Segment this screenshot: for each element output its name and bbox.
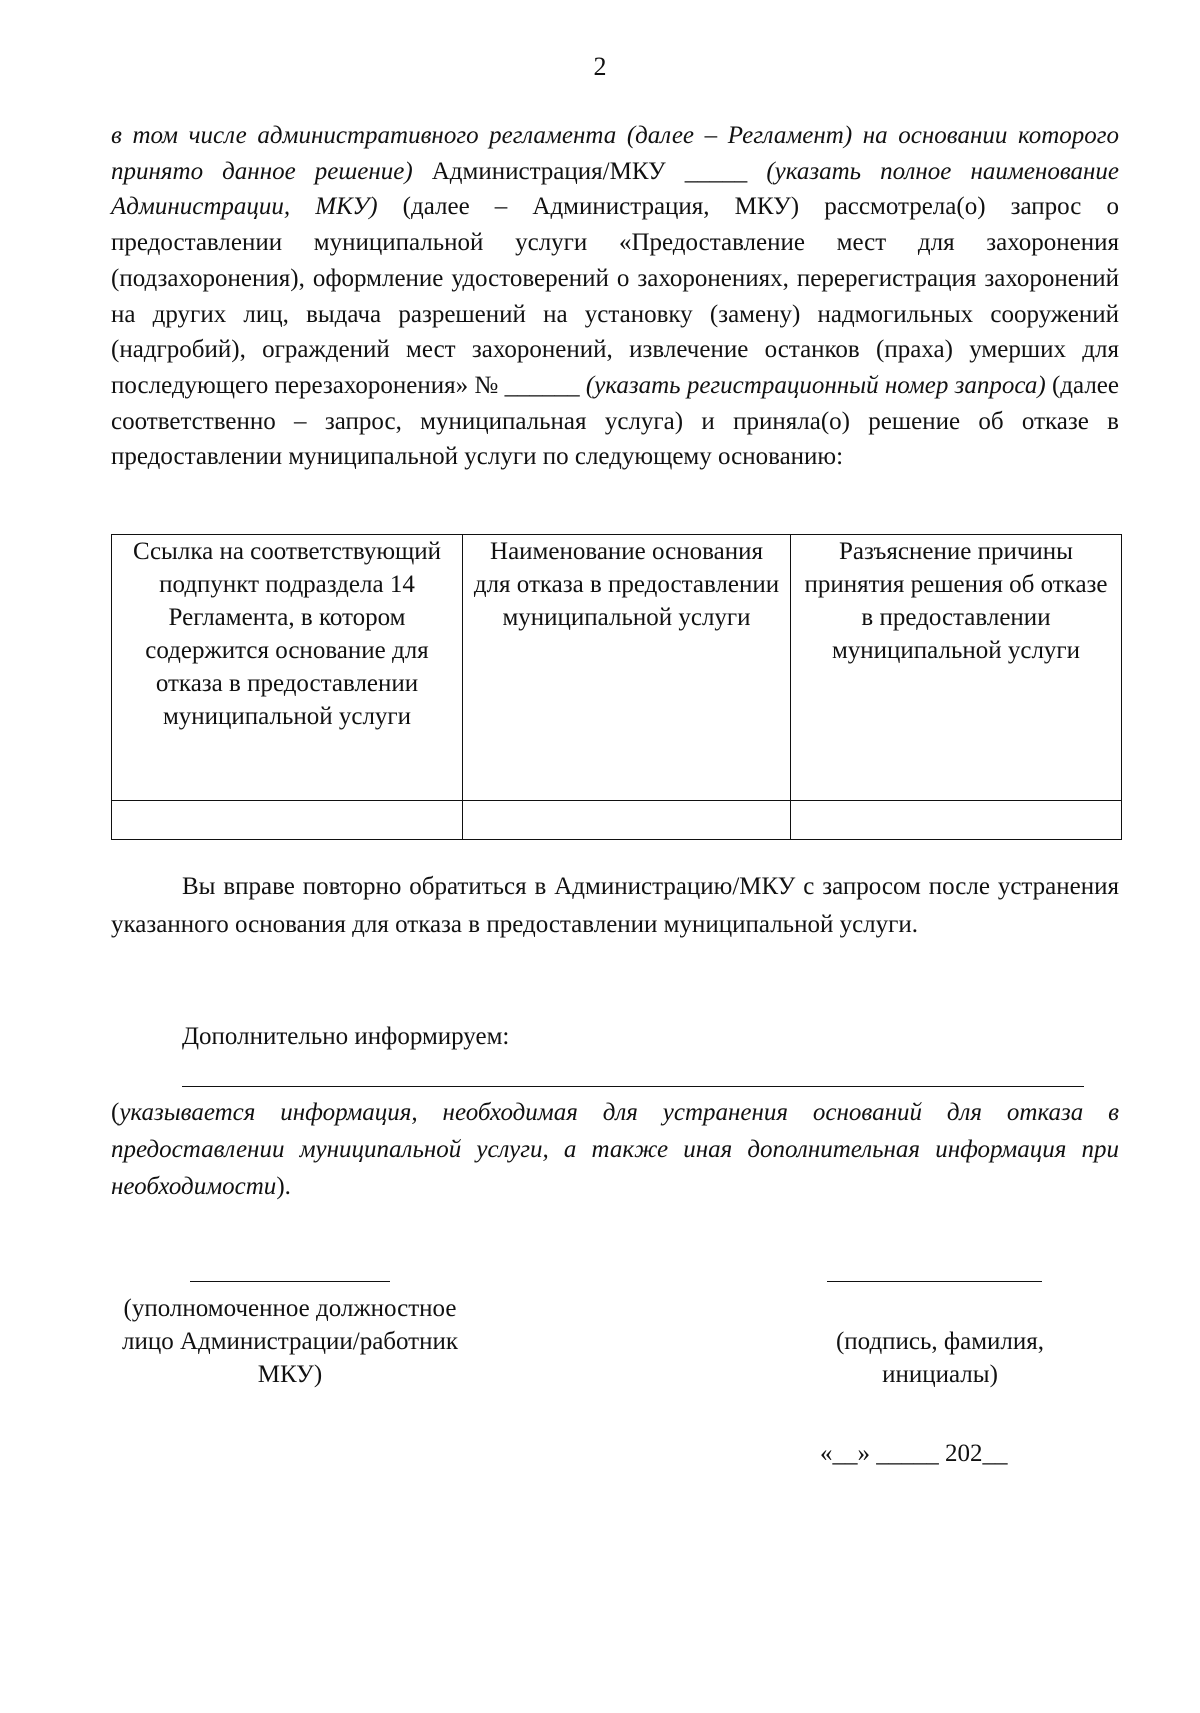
appeal-paragraph: Вы вправе повторно обратиться в Администрацию/МКУ с запросом после устранения указанного основания для отказа в предоставлении муниципальной услуги. [111,873,1119,938]
table-row [112,801,1122,840]
signature-line [827,1281,1042,1282]
official-signature-line [190,1281,390,1282]
table-cell [112,801,463,840]
note-italic-text: указывается информация, необходимая для устранения оснований для отказа в предоставлении муниципальной услуги, а также иная дополнительная информация при необходимости [111,1099,1119,1200]
signature-caption: (подпись, фамилия, инициалы) [835,1328,1045,1388]
additional-info-note [111,1094,1119,1205]
page-number: 2 [593,52,607,81]
additional-info-blank-line [182,1086,1084,1087]
additional-info-label: Дополнительно информируем: [182,1023,510,1050]
request-review-text: (далее – Администрация, МКУ) рассмотрела(о) запрос о предоставлении муниципальной услуги «Предоставление мест для захоронения (подзахоронения), оформление удостоверений о захоронениях, перерегистрация захоронений на других лиц, выдача разрешений на установку (замену) надмогильных сооружений (надгробий), ограждений мест захоронений, извлечение останков (праха) умерших для последующего перезахоронения» № ______ [111,193,1119,399]
date-field: «__» _____ 202__ [820,1440,1008,1467]
table-cell [791,801,1122,840]
note-close-paren: ). [276,1173,291,1200]
decision-intro-paragraph [111,118,1119,475]
table-cell [463,801,791,840]
request-number-hint-italic: (указать регистрационный номер запроса) [585,371,1046,399]
table-header-row [112,535,1122,801]
authority-hint-italic: (указать полное наименование Администрации, МКУ) [111,157,1119,221]
regulation-reference-italic: в том числе административного регламента (далее – Регламент) на основании которого принято данное решение) [111,122,1119,185]
note-open-paren: ( [111,1099,120,1126]
table-header-cell: Наименование основания для отказа в предоставлении муниципальной услуги [463,535,791,801]
authority-text: Администрация/МКУ _____ [412,157,767,185]
official-caption: (уполномоченное должностное лицо Администрации/работник МКУ) [121,1295,459,1388]
refusal-grounds-table [111,534,1122,840]
table-header-cell: Ссылка на соответствующий подпункт подраздела 14 Регламента, в котором содержится основание для отказа в предоставлении муниципальной услуги [112,535,463,801]
table-header-cell: Разъяснение причины принятия решения об отказе в предоставлении муниципальной услуги [791,535,1122,801]
decision-text: (далее соответственно – запрос, муниципальная услуга) и приняла(о) решение об отказе в предоставлении муниципальной услуги по следующему основанию: [111,371,1119,471]
